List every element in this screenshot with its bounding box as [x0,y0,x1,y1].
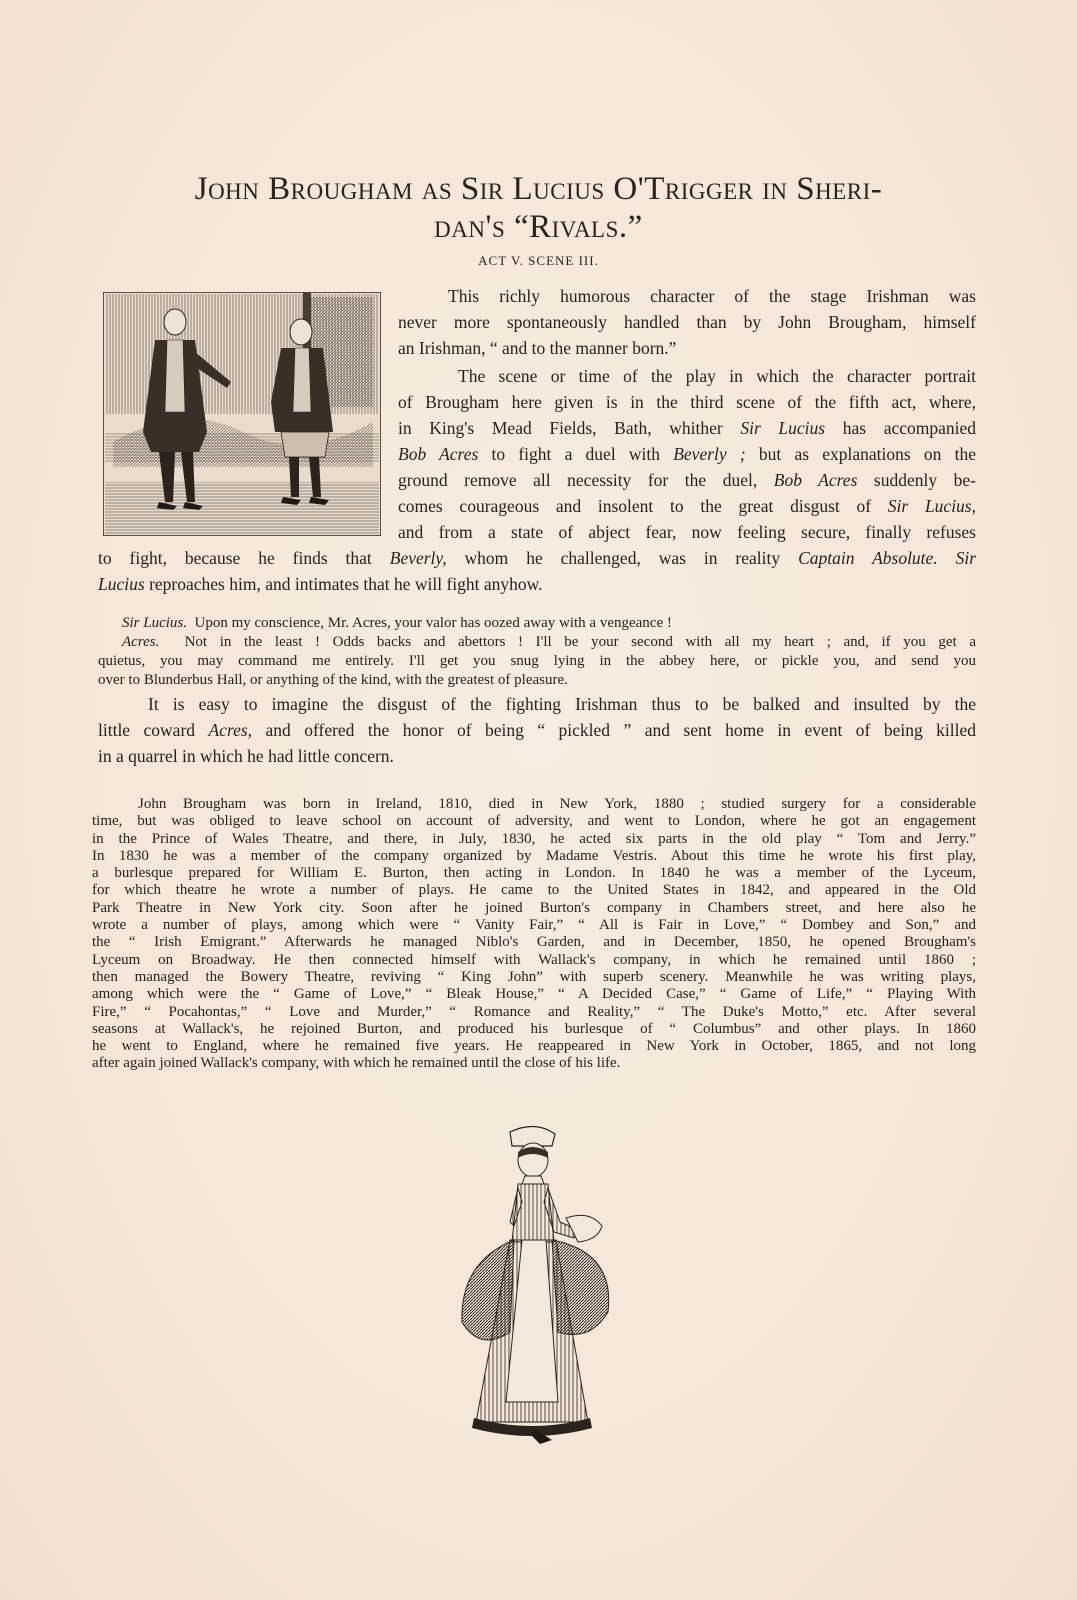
intro-line: in King's Mead Fields, Bath, whither Sir Lucius has accompanied [398,418,977,438]
bio-line: seasons at Wallack's, he rejoined Burton, and produced his burlesque of “ Columbus” and other plays. In 1860 [92,1020,976,1037]
intro-line: The scene or time of the play in which the character portrait [458,366,976,386]
bio-line: John Brougham was born in Ireland, 1810, died in New York, 1880 ; studied surgery for a considerable [138,796,976,812]
intro-line: of Brougham here given is in the third scene of the fifth act, where, [398,392,976,412]
biography-paragraph [92,796,976,1073]
quote-line: quietus, you may command me entirely. I'll get you snug lying in the abbey here, or pickle you, and send you [98,653,976,669]
page-title [70,170,1007,246]
bio-line: time, but was obliged to leave school on account of adversity, and went to London, where he got an engagement [92,813,976,830]
intro-line: to fight, because he finds that Beverly, whom he challenged, was in reality Captain Absolute. Sir [98,548,977,568]
bio-line: the “ Irish Emigrant.” Afterwards he managed Niblo's Garden, and in December, 1850, he opened Brougham's [92,934,976,951]
paragraph-line: in a quarrel in which he had little concern. [98,746,394,766]
intro-line: Lucius reproaches him, and intimates that he will fight anyhow. [98,574,543,594]
maid-illustration [440,1122,630,1452]
paragraph-line: little coward Acres, and offered the honor of being “ pickled ” and sent home in event of being killed [98,720,977,740]
bio-line: a burlesque prepared for William E. Burton, then acting in London. In 1840 he was a member of the Lyceum, [92,865,976,882]
intro-line: This richly humorous character of the stage Irishman was [448,286,976,306]
title-line-2: dan's “Rivals.” [434,209,643,245]
bio-line: after again joined Wallack's company, with which he remained until the close of his life. [92,1055,621,1072]
dialogue-quote [98,614,976,690]
bio-line: among which were the “ Game of Love,” “ Bleak House,” “ A Decided Case,” “ Game of Life,” “ Playing With [92,986,976,1003]
quote-line: over to Blunderbus Hall, or anything of the kind, with the greatest of pleasure. [98,672,568,688]
bio-line: in the Prince of Wales Theatre, and there, in July, 1830, he acted six parts in the old play “ Tom and Jerry.” [92,830,976,847]
quote-line: Sir Lucius. Upon my conscience, Mr. Acres, your valor has oozed away with a vengeance ! [122,615,672,631]
bio-line: then managed the Bowery Theatre, reviving “ King John” with superb scenery. Meanwhile he was writing plays, [92,968,976,985]
commentary-paragraph [98,691,976,769]
title-line-1: John Brougham as Sir Lucius O'Trigger in Sheri- [194,171,883,207]
intro-line: and from a state of abject fear, now feeling secure, finally refuses [398,522,976,542]
bio-line: Fire,” “ Pocahontas,” “ Love and Murder,” “ Romance and Reality,” “ The Duke's Motto,” etc. After several [92,1003,976,1020]
bio-line: for which theatre he wrote a number of plays. He came to the United States in 1842, and appeared in the Old [92,882,976,899]
bio-line: Lyceum on Broadway. He then connected himself with Wallack's company, in which he remained until 1860 ; [92,951,976,968]
intro-line: ground remove all necessity for the duel, Bob Acres suddenly be- [398,470,976,490]
scene-illustration [103,292,381,536]
intro-line: an Irishman, “ and to the manner born.” [398,338,677,358]
intro-line: never more spontaneously handled than by John Brougham, himself [398,312,976,332]
intro-line: Bob Acres to fight a duel with Beverly ; but as explanations on the [398,444,977,464]
bio-line: Park Theatre in New York city. Soon after he joined Burton's company in Chambers street, and here also he [92,899,976,916]
quote-line: Acres. Not in the least ! Odds backs and abettors ! I'll be your second with all my heart ; and, if you get a [122,634,976,650]
bio-line: wrote a number of plays, among which were “ Vanity Fair,” “ All is Fair in Love,” “ Dombey and Son,” and [92,917,976,934]
act-scene-heading: ACT V. SCENE III. [478,253,599,268]
bio-line: he went to England, where he remained five years. He reappeared in New York in October, 1865, and not long [92,1038,976,1055]
intro-line: comes courageous and insolent to the great disgust of Sir Lucius, [398,496,976,516]
bio-line: In 1830 he was a member of the company organized by Madame Vestris. About this time he wrote his first play, [92,847,976,864]
paragraph-line: It is easy to imagine the disgust of the fighting Irishman thus to be balked and insulted by the [148,694,976,714]
